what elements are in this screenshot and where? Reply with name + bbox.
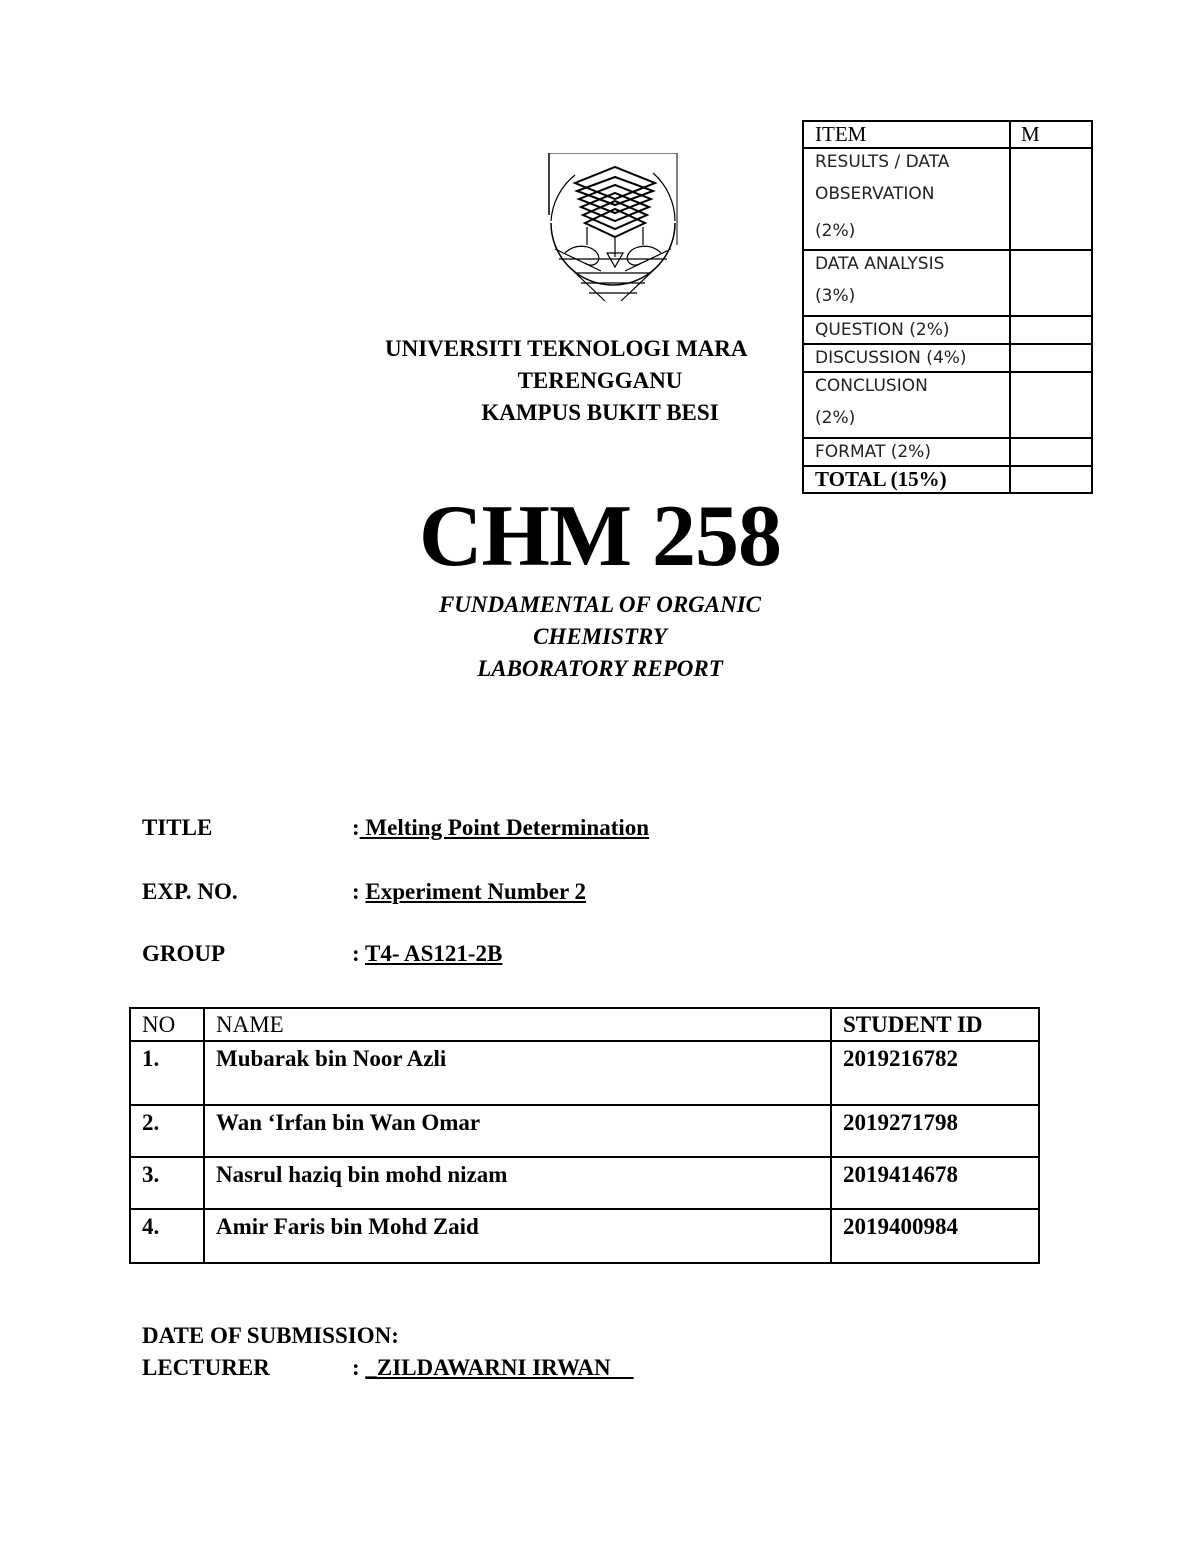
group-label: GROUP (142, 941, 226, 966)
member-id: 2019271798 (831, 1105, 1039, 1157)
marks-item-line: CONCLUSION (815, 376, 928, 396)
marks-row (803, 250, 1092, 316)
group-value: T4- AS121-2B (365, 941, 503, 966)
exp-value: Experiment Number 2 (365, 879, 587, 904)
title-value: Melting Point Determination (359, 815, 650, 840)
members-header-row (130, 1008, 1039, 1041)
members-header-id: STUDENT ID (831, 1008, 1039, 1041)
marks-item (803, 372, 1010, 438)
marks-header-item: ITEM (803, 121, 1010, 148)
member-no: 1. (130, 1041, 204, 1105)
member-no: 2. (130, 1105, 204, 1157)
university-name: UNIVERSITI TEKNOLOGI MARA (385, 336, 748, 361)
group-field (352, 941, 502, 967)
marks-header-mark: M (1010, 121, 1092, 148)
lecturer-field (352, 1355, 634, 1381)
member-no: 3. (130, 1157, 204, 1209)
table-row (130, 1041, 1039, 1105)
member-id: 2019400984 (831, 1209, 1039, 1263)
member-id: 2019216782 (831, 1041, 1039, 1105)
university-campus: KAMPUS BUKIT BESI (481, 400, 719, 425)
marks-header-row (803, 121, 1092, 148)
table-row (130, 1157, 1039, 1209)
title-label: TITLE (142, 815, 213, 840)
lecturer-label: LECTURER (142, 1355, 270, 1380)
course-subtitle: FUNDAMENTAL OF ORGANIC (438, 592, 762, 617)
title-colon: : (352, 815, 360, 840)
marks-item (803, 250, 1010, 316)
member-name: Amir Faris bin Mohd Zaid (204, 1209, 831, 1263)
marks-total-value[interactable] (1010, 466, 1092, 493)
lecturer-colon: : (352, 1355, 360, 1380)
marks-value-cell[interactable] (1010, 344, 1092, 372)
marks-row (803, 438, 1092, 466)
course-code: CHM 258 (418, 488, 782, 585)
university-logo-icon (545, 153, 681, 315)
table-row (130, 1209, 1039, 1263)
marks-item: QUESTION (2%) (803, 316, 1010, 344)
marks-row (803, 344, 1092, 372)
member-name: Nasrul haziq bin mohd nizam (204, 1157, 831, 1209)
marks-item-line: OBSERVATION (815, 184, 935, 204)
marks-row (803, 148, 1092, 250)
member-name: Mubarak bin Noor Azli (204, 1041, 831, 1105)
title-field (352, 815, 649, 841)
marks-item-line: (2%) (815, 408, 856, 428)
marks-value-cell[interactable] (1010, 316, 1092, 344)
marks-total-label: TOTAL (15%) (803, 466, 1010, 493)
member-no: 4. (130, 1209, 204, 1263)
marks-row (803, 372, 1092, 438)
marks-table (802, 120, 1093, 494)
marks-value-cell[interactable] (1010, 148, 1092, 250)
exp-colon: : (352, 879, 360, 904)
marks-item-line: (3%) (815, 286, 856, 306)
marks-item-line: RESULTS / DATA (815, 152, 950, 172)
group-colon: : (352, 941, 360, 966)
marks-row (803, 316, 1092, 344)
course-subtitle: CHEMISTRY (533, 624, 667, 649)
marks-value-cell[interactable] (1010, 438, 1092, 466)
university-state: TERENGGANU (517, 368, 683, 393)
exp-label: EXP. NO. (142, 879, 238, 904)
table-row (130, 1105, 1039, 1157)
lecturer-value: _ZILDAWARNI IRWAN (365, 1355, 634, 1380)
member-name: Wan ‘Irfan bin Wan Omar (204, 1105, 831, 1157)
member-id: 2019414678 (831, 1157, 1039, 1209)
report-type: LABORATORY REPORT (477, 656, 723, 681)
marks-item: FORMAT (2%) (803, 438, 1010, 466)
members-header-no: NO (130, 1008, 204, 1041)
marks-value-cell[interactable] (1010, 372, 1092, 438)
marks-value-cell[interactable] (1010, 250, 1092, 316)
exp-field (352, 879, 586, 905)
marks-item (803, 148, 1010, 250)
members-header-name: NAME (204, 1008, 831, 1041)
date-of-submission-label: DATE OF SUBMISSION: (142, 1323, 399, 1348)
marks-item-line: DATA ANALYSIS (815, 254, 945, 274)
members-table (129, 1007, 1040, 1264)
marks-item: DISCUSSION (4%) (803, 344, 1010, 372)
marks-item-line: (2%) (815, 221, 856, 241)
